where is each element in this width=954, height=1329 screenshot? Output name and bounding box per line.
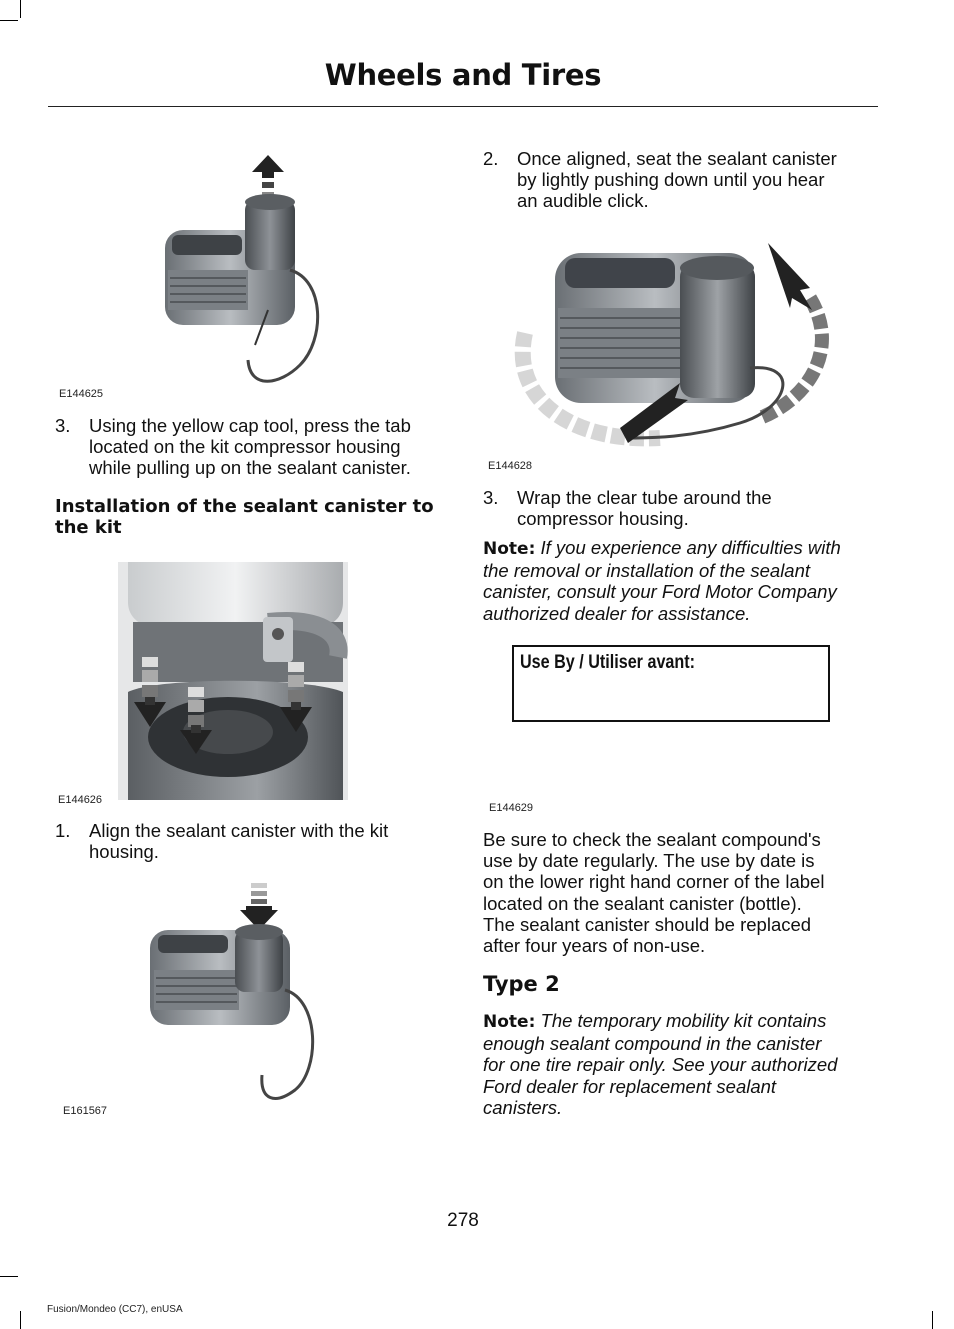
step-line: located on the kit compressor housing: [89, 436, 401, 458]
page-number: 278: [447, 1210, 479, 1231]
heading-line: the kit: [55, 517, 122, 538]
note-label: Note:: [483, 539, 536, 559]
footer-model: Fusion/Mondeo (CC7), enUSA: [47, 1304, 183, 1315]
para-line: Be sure to check the sealant compound's: [483, 829, 821, 850]
note-mobility-kit: [483, 1010, 913, 1118]
step-line: compressor housing.: [517, 508, 689, 530]
heading-line: Installation of the sealant canister to: [55, 496, 434, 517]
figure-canister-closeup: [118, 562, 348, 800]
figure-code: E161567: [63, 1105, 108, 1117]
step-number: 1.: [55, 820, 71, 841]
step-line: Once aligned, seat the sealant canister: [517, 148, 837, 169]
section-heading: [55, 496, 434, 538]
figure-code: E144629: [489, 802, 534, 814]
step-line: Wrap the clear tube around the: [517, 487, 772, 508]
crop-mark: [20, 1311, 21, 1329]
note-line: canister, consult your Ford Motor Company: [483, 581, 837, 603]
note-line: Ford dealer for replacement sealant: [483, 1075, 777, 1097]
figure-wrap-tube: [510, 238, 835, 460]
page-title: Wheels and Tires: [324, 58, 602, 92]
step-line: while pulling up on the sealant canister.: [89, 457, 411, 479]
type2-heading: Type 2: [483, 972, 560, 996]
step-number: 3.: [55, 415, 71, 436]
para-line: use by date regularly. The use by date is: [483, 850, 815, 872]
crop-mark: [0, 20, 18, 21]
figure-code: E144626: [58, 794, 103, 806]
crop-mark: [932, 1311, 933, 1329]
note-line: the removal or installation of the sealant: [483, 560, 811, 582]
note-line: for one tire repair only. See your authorized: [483, 1054, 838, 1076]
para-line: after four years of non-use.: [483, 935, 706, 957]
note-line: The temporary mobility kit contains: [535, 1010, 827, 1031]
crop-mark: [0, 1276, 18, 1277]
para-line: The sealant canister should be replaced: [483, 913, 812, 935]
figure-canister-insert: [150, 880, 330, 1120]
figure-code: E144628: [488, 460, 533, 472]
step-line: by lightly pushing down until you hear: [517, 169, 825, 191]
note-line: enough sealant compound in the canister: [483, 1033, 822, 1055]
header-rule: [48, 106, 878, 107]
note-difficulties: [483, 537, 913, 624]
crop-mark: [20, 0, 21, 18]
step-number: 3.: [483, 487, 499, 508]
para-line: on the lower right hand corner of the label: [483, 871, 825, 893]
figure-canister-removal: [150, 150, 330, 395]
note-line: authorized dealer for assistance.: [483, 602, 751, 624]
use-by-label-text: Use By / Utiliser avant:: [520, 652, 696, 673]
para-line: located on the sealant canister (bottle).: [483, 892, 802, 914]
note-label: Note:: [483, 1012, 536, 1032]
note-line: If you experience any difficulties with: [535, 537, 841, 558]
figure-code: E144625: [59, 388, 104, 400]
step-line: Align the sealant canister with the kit: [89, 820, 389, 841]
use-by-label: [512, 645, 830, 722]
step-line: Using the yellow cap tool, press the tab: [89, 415, 411, 436]
note-line: canisters.: [483, 1096, 563, 1118]
step-line: an audible click.: [517, 190, 649, 212]
step-line: housing.: [89, 841, 159, 863]
step-number: 2.: [483, 148, 499, 169]
use-by-paragraph: [483, 829, 913, 956]
